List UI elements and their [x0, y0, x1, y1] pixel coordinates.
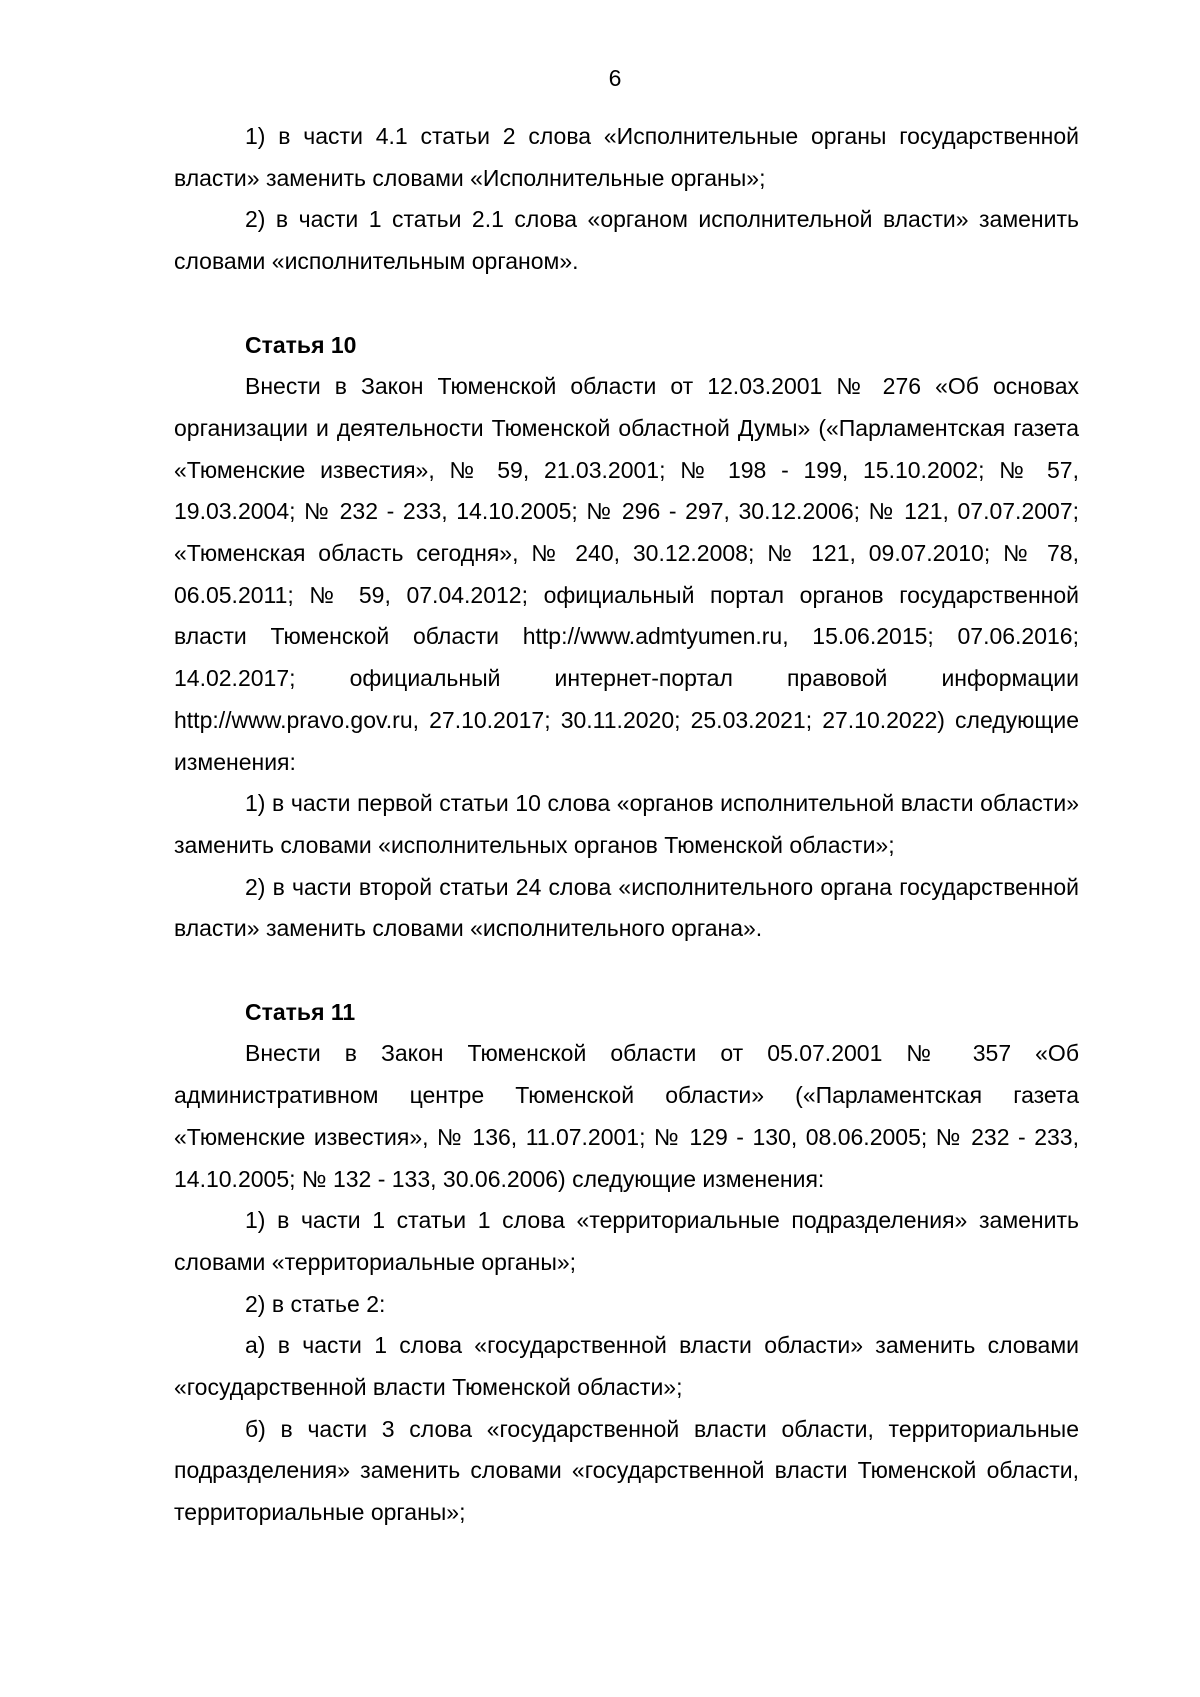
paragraph-article11-item2: 2) в статье 2: [245, 1290, 386, 1317]
paragraph-article11-item2a: а) в части 1 слова «государственной власти области» заменить словами «государственной власти Тюменской области»; [174, 1332, 1079, 1401]
document-body [174, 116, 1079, 1534]
section-gap [174, 950, 1079, 992]
section-gap [174, 283, 1079, 325]
paragraph-article10-intro: Внести в Закон Тюменской области от 12.03.2001 № 276 «Об основах организации и деятельности Тюменской областной Думы» («Парламентская газета «Тюменские известия», № 59, 21.03.2001; № 198 - 199, 15.10.2002; № 57, 19.03.2004; № 232 - 233, 14.10.2005; № 296 - 297, 30.12.2006; № 121, 07.07.2007; «Тюменская область сегодня», № 240, 30.12.2008; № 121, 09.07.2010; № 78, 06.05.2011; № 59, 07.04.2012; официальный портал органов государственной власти Тюменской области http://www.admtyumen.ru, 15.06.2015; 07.06.2016; 14.02.2017; официальный интернет-портал правовой информации http://www.pravo.gov.ru, 27.10.2017; 30.11.2020; 25.03.2021; 27.10.2022) следующие изменения: [174, 373, 1079, 775]
page-number: 6 [608, 65, 622, 91]
paragraph-article9-item2: 2) в части 1 статьи 2.1 слова «органом исполнительной власти» заменить словами «исполнительным органом». [174, 206, 1079, 275]
paragraph-article9-item1: 1) в части 4.1 статьи 2 слова «Исполнительные органы государственной власти» заменить словами «Исполнительные органы»; [174, 123, 1079, 191]
paragraph-article11-item1: 1) в части 1 статьи 1 слова «территориальные подразделения» заменить словами «территориальные органы»; [174, 1207, 1079, 1275]
paragraph-article11-intro: Внести в Закон Тюменской области от 05.07.2001 № 357 «Об административном центре Тюменской области» («Парламентская газета «Тюменские известия», № 136, 11.07.2001; № 129 - 130, 08.06.2005; № 232 - 233, 14.10.2005; № 132 - 133, 30.06.2006) следующие изменения: [174, 1040, 1079, 1192]
paragraph-article10-item2: 2) в части второй статьи 24 слова «исполнительного органа государственной власти» заменить словами «исполнительного органа». [174, 873, 1079, 942]
paragraph-article10-item1: 1) в части первой статьи 10 слова «органов исполнительной власти области» заменить словами «исполнительных органов Тюменской области»; [174, 790, 1079, 858]
article-11-heading: Статья 11 [245, 998, 356, 1025]
paragraph-article11-item2b: б) в части 3 слова «государственной власти области, территориальные подразделения» заменить словами «государственной власти Тюменской области, территориальные органы»; [174, 1415, 1079, 1526]
article-10-heading: Статья 10 [245, 331, 357, 358]
